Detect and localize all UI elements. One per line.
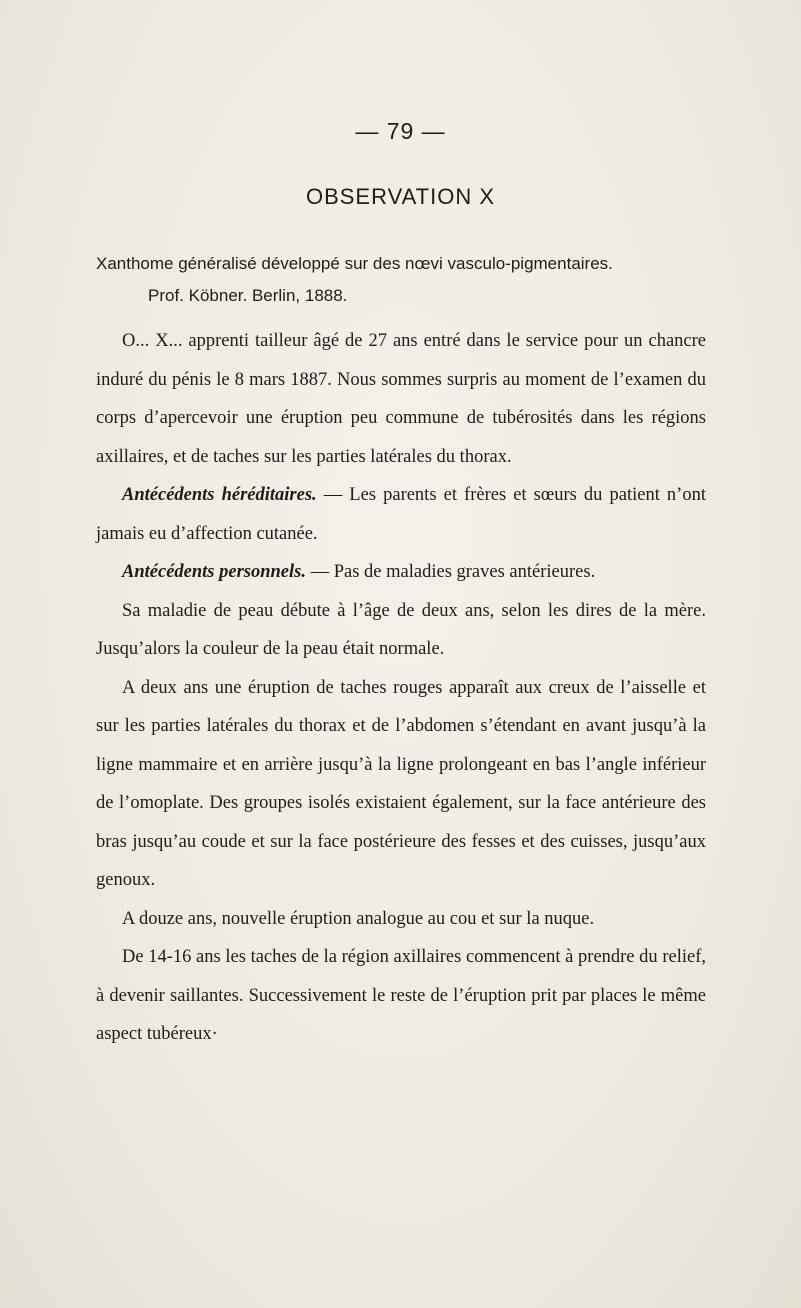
paragraph-text: De 14-16 ans les taches de la région axillaires commencent à prendre du relief, à devenir saillantes. Successivement le reste de l’éruption prit par places le même aspect tubéreux· — [96, 947, 706, 1044]
paragraph-onset — [96, 592, 706, 669]
paragraph-text: — Les parents et frères et sœurs du patient n’ont jamais eu d’affection cutanée. — [96, 485, 706, 544]
paragraph-personal — [96, 553, 706, 592]
paragraph-text: Sa maladie de peau débute à l’âge de deux ans, selon les dires de la mère. Jusqu’alors la couleur de la peau était normale. — [96, 600, 706, 659]
heading-personal: Antécédents personnels. — [122, 562, 306, 582]
case-source: Prof. Köbner. Berlin, 1888. — [148, 286, 348, 305]
paragraph-intro — [96, 322, 706, 476]
paragraph-first-eruption — [96, 669, 706, 900]
page-number: — 79 — — [355, 118, 446, 144]
section-title: OBSERVATION X — [305, 184, 496, 209]
paragraph-relief — [96, 938, 706, 1054]
paragraph-text: A deux ans une éruption de taches rouges apparaît aux creux de l’aisselle et sur les parties latérales du thorax et de l’abdomen s’étendant en avant jusqu’à la ligne mammaire et en arrière jusqu’à la ligne prolongeant en bas l’angle inférieur de l’omoplate. Des groupes isolés existaient également, sur la face antérieure des bras jusqu’au coude et sur la face postérieure des fesses et des cuisses, jusqu’aux genoux. — [96, 677, 706, 890]
heading-hereditary: Antécédents héréditaires. — [122, 485, 317, 505]
body-text — [96, 322, 706, 1054]
case-subtitle: Xanthome généralisé développé sur des nœvi vasculo-pigmentaires. — [96, 254, 613, 273]
paragraph-second-eruption — [96, 900, 706, 939]
paragraph-text: A douze ans, nouvelle éruption analogue au cou et sur la nuque. — [122, 908, 595, 929]
paragraph-hereditary — [96, 476, 706, 553]
paragraph-text: O... X... apprenti tailleur âgé de 27 ans entré dans le service pour un chancre induré du pénis le 8 mars 1887. Nous sommes surpris au moment de l’examen du corps d’apercevoir une éruption peu commune de tubérosités dans les régions axillaires, et de taches sur les parties latérales du thorax. — [96, 331, 706, 467]
paragraph-text: — Pas de maladies graves antérieures. — [305, 562, 596, 582]
